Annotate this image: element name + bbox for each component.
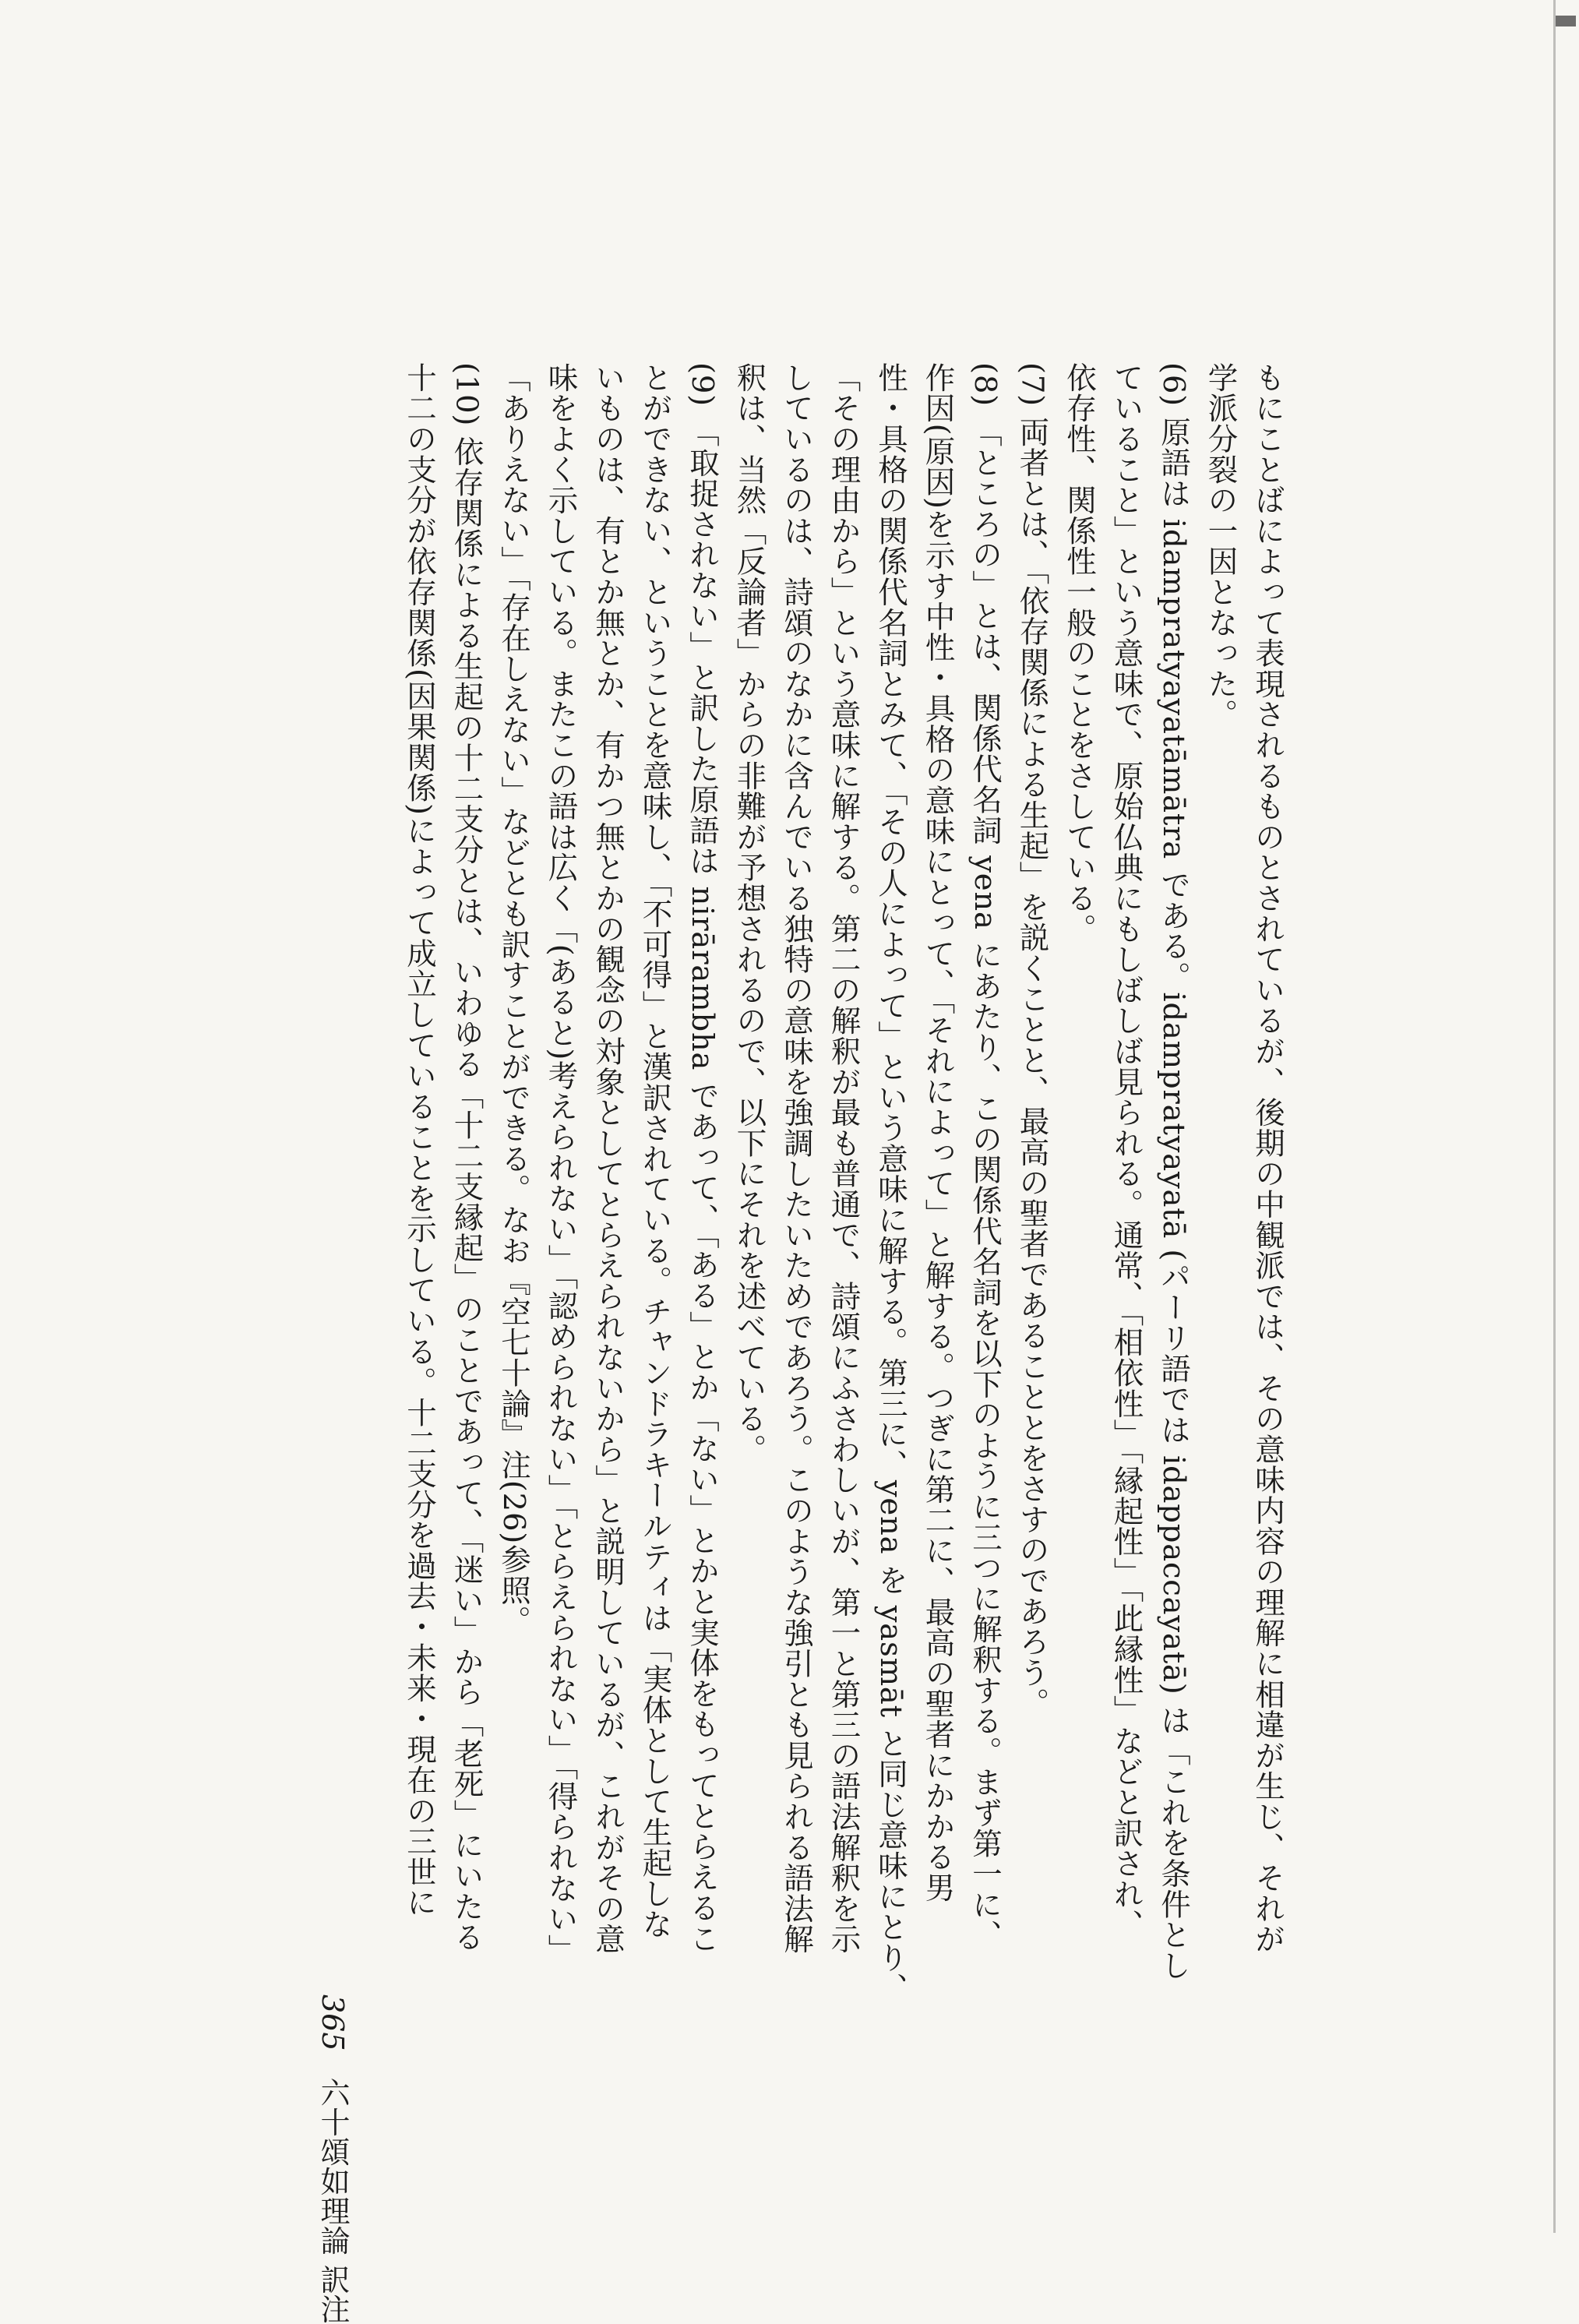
text-line: (6) 原語は idampratyayatāmātra である。idampratyayatā (パーリ語では idappaccayatā) は「これを条件とし — [1156, 362, 1191, 1981]
page-number: 365 — [315, 1994, 350, 2051]
page-footer — [308, 1994, 354, 2324]
running-title: 六十頌如理論 訳注 — [315, 2077, 350, 2324]
text-line: 性・具格の関係代名詞とみて、「その人によって」という意味に解する。第三に、yena を yasmāt と同じ意味にとり、 — [873, 362, 908, 2004]
text-line: 十二の支分が依存関係(因果関係)によって成立していることを示している。十二支分を過去・未来・現在の三世に — [402, 362, 437, 1918]
text-line: (9) 「取捉されない」と訳した原語は nirārambha であって、「ある」とか「ない」とかと実体をもってとらえるこ — [685, 362, 720, 1954]
text-line: しているのは、詩頌のなかに含んでいる独特の意味を強調したいためであろう。このような強引とも見られる語法解 — [779, 362, 814, 1955]
text-line: 「その理由から」という意味に解する。第二の解釈が最も普通で、詩頌にふさわしいが、第一と第三の語法解釈を示 — [826, 362, 862, 1955]
text-line: 依存性、関係性一般のことをさしている。 — [1062, 362, 1097, 944]
page-edge-mark — [1556, 16, 1576, 26]
text-line: (10) 依存関係による生起の十二支分とは、いわゆる「十二支縁起」のことであって、「迷い」から「老死」にいたる — [449, 362, 485, 1953]
text-line: ていること」という意味で、原始仏典にもしばしば見られる。通常、「相依性」「縁起性」「此縁性」などと訳され、 — [1108, 362, 1144, 1941]
page-edge-shadow — [1553, 0, 1579, 2233]
text-line: いものは、有とか無とか、有かつ無とかの観念の対象としてとらえられないから」と説明しているが、これがその意 — [590, 362, 626, 1955]
annotation-text-block — [0, 362, 1291, 2006]
text-line: 味をよく示している。またこの語は広く「(あると)考えられない」「認められない」「とらえられない」「得られない」 — [543, 362, 579, 1965]
text-line: もにことばによって表現されるものとされているが、後期の中観派では、その意味内容の理解に相違が生じ、それが — [1250, 362, 1285, 1955]
text-line: 作因(原因)を示す中性・具格の意味にとって、「それによって」と解する。つぎに第二に、最高の聖者にかかる男 — [920, 362, 956, 1903]
text-line: (7) 両者とは、「依存関係による生起」を説くことと、最高の聖者であることとをさすのであろう。 — [1014, 362, 1050, 1719]
text-line: とができない、ということを意味し、「不可得」と漢訳されている。チャンドラキールティは「実体として生起しな — [637, 362, 673, 1940]
text-line: 「ありえない」「存在しえない」などとも訳すことができる。なお『空七十論』注(26)参照。 — [496, 362, 531, 1636]
text-line: (8) 「ところの」とは、関係代名詞 yena にあたり、この関係代名詞を以下のように三つに解釈する。まず第一に、 — [967, 362, 1003, 1951]
text-line: 釈は、当然「反論者」からの非難が予想されるので、以下にそれを述べている。 — [731, 362, 767, 1465]
text-line: 学派分裂の一因となった。 — [1203, 362, 1239, 730]
